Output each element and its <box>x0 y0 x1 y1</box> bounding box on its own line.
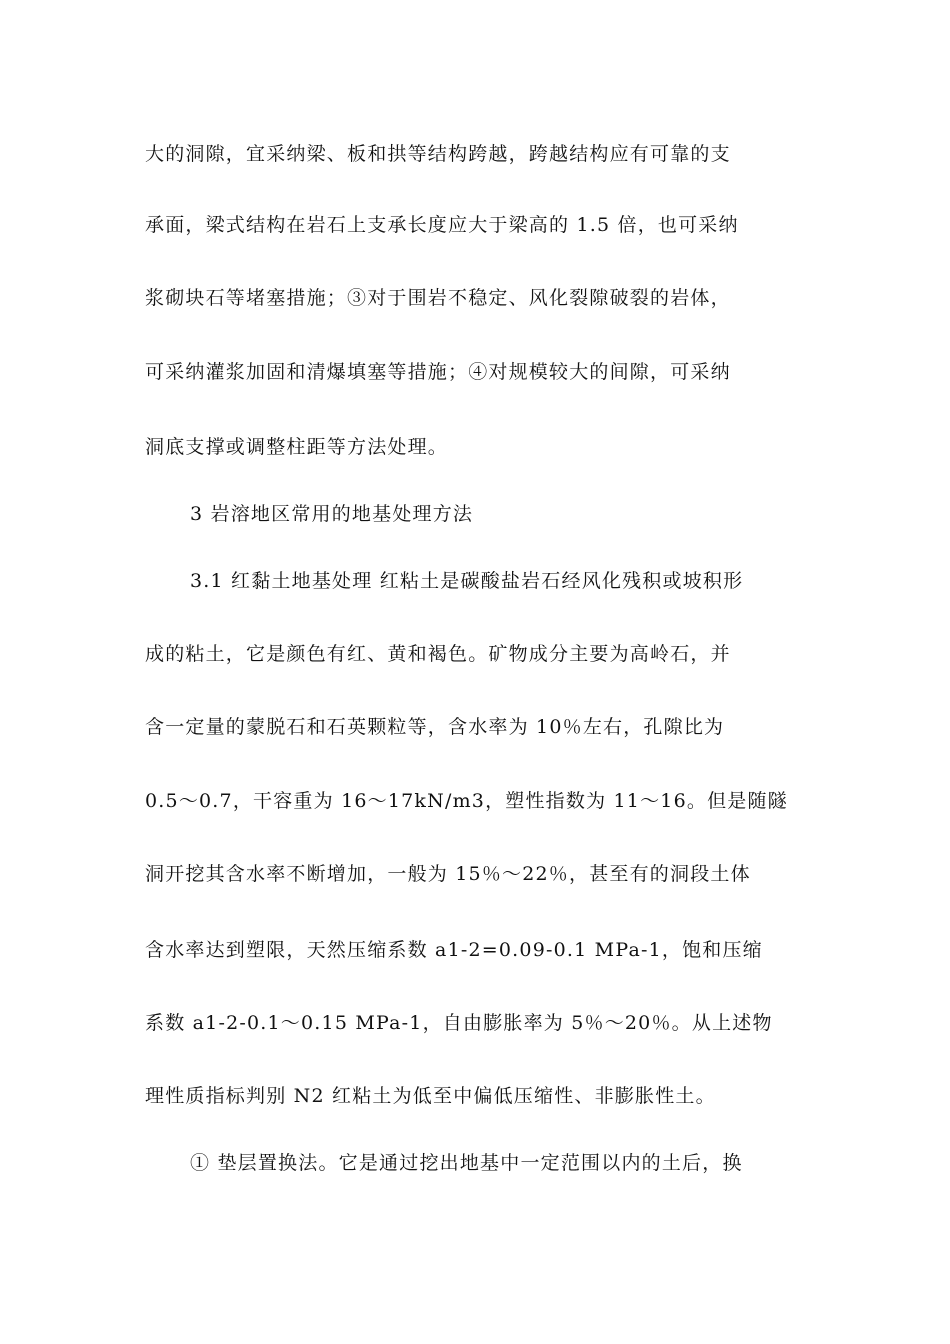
text-line-12: 理性质指标判别 N2 红粘土为低至中偏低压缩性、非膨胀性土。 <box>145 1085 716 1107</box>
section-heading: 3 岩溶地区常用的地基处理方法 <box>190 503 474 525</box>
text-line-6: 成的粘土，它是颜色有红、黄和褐色。矿物成分主要为高岭石，并 <box>145 643 731 665</box>
text-line-4: 可采纳灌浆加固和清爆填塞等措施；④对规模较大的间隙，可采纳 <box>145 361 731 383</box>
text-line-8: 0.5～0.7，干容重为 16～17kN/m3，塑性指数为 11～16。但是随隧 <box>145 790 788 812</box>
text-line-11: 系数 a1-2-0.1～0.15 MPa-1，自由膨胀率为 5％～20％。从上述物 <box>145 1012 773 1034</box>
list-item-1: ① 垫层置换法。它是通过挖出地基中一定范围以内的土后，换 <box>190 1152 743 1174</box>
text-line-9: 洞开挖其含水率不断增加，一般为 15％～22％，甚至有的洞段土体 <box>145 863 751 885</box>
text-line-3: 浆砌块石等堵塞措施；③对于围岩不稳定、风化裂隙破裂的岩体， <box>145 287 731 309</box>
text-line-2: 承面，梁式结构在岩石上支承长度应大于梁高的 1.5 倍，也可采纳 <box>145 214 739 236</box>
text-line-10: 含水率达到塑限，天然压缩系数 a1-2=0.09-0.1 MPa-1，饱和压缩 <box>145 939 763 961</box>
subsection-line-1: 3.1 红黏土地基处理 红粘土是碳酸盐岩石经风化残积或坡积形 <box>190 570 744 592</box>
text-line-5: 洞底支撑或调整柱距等方法处理。 <box>145 436 449 458</box>
text-line-7: 含一定量的蒙脱石和石英颗粒等，含水率为 10％左右，孔隙比为 <box>145 716 725 738</box>
text-line-1: 大的洞隙，宜采纳梁、板和拱等结构跨越，跨越结构应有可靠的支 <box>145 143 731 165</box>
